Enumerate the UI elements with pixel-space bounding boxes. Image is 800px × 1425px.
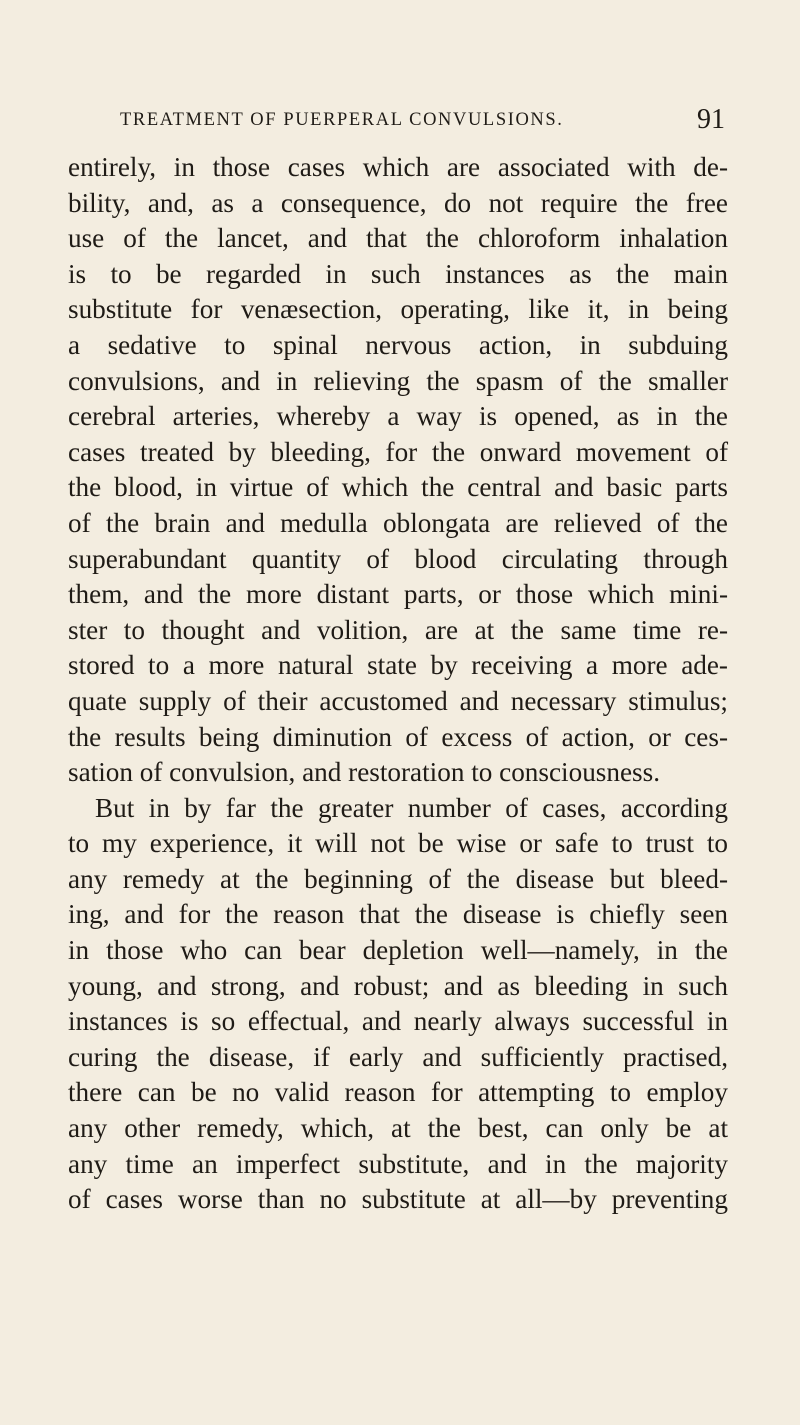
- text-line: use of the lancet, and that the chloroform inhalation: [68, 223, 728, 254]
- text-line: entirely, in those cases which are associated with de-: [68, 152, 728, 182]
- text-line: But in by far the greater number of cases, according: [95, 792, 728, 823]
- text-line: any other remedy, which, at the best, can only be at: [68, 1113, 728, 1144]
- text-line: them, and the more distant parts, or those which mini-: [68, 579, 728, 610]
- text-line: in those who can bear depletion well—namely, in the: [68, 935, 728, 966]
- text-line: convulsions, and in relieving the spasm of the smaller: [68, 365, 728, 396]
- text-line: bility, and, as a consequence, do not require the free: [68, 187, 728, 218]
- running-title: TREATMENT OF PUERPERAL CONVULSIONS.: [120, 110, 564, 130]
- text-line: cerebral arteries, whereby a way is opened, as in the: [68, 401, 728, 432]
- text-line: the results being diminution of excess of action, or ces-: [68, 721, 728, 752]
- text-line: superabundant quantity of blood circulating through: [68, 543, 728, 574]
- text-line: quate supply of their accustomed and necessary stimulus;: [68, 685, 728, 716]
- text-line: to my experience, it will not be wise or safe to trust to: [68, 828, 728, 859]
- text-line: any remedy at the beginning of the disease but bleed-: [68, 863, 728, 894]
- page-number: 91: [697, 104, 725, 135]
- text-line: there can be no valid reason for attempting to employ: [68, 1077, 728, 1108]
- text-line: ing, and for the reason that the disease is chiefly seen: [68, 899, 728, 930]
- text-line: curing the disease, if early and sufficiently practised,: [68, 1041, 728, 1072]
- body-text: [68, 150, 728, 1218]
- text-line: of the brain and medulla oblongata are relieved of the: [68, 507, 728, 538]
- running-head: [120, 104, 725, 134]
- text-line: young, and strong, and robust; and as bleeding in such: [68, 970, 728, 1001]
- text-line: any time an imperfect substitute, and in the majority: [68, 1148, 728, 1179]
- text-line: ster to thought and volition, are at the same time re-: [68, 614, 728, 645]
- text-line: a sedative to spinal nervous action, in subduing: [68, 329, 728, 360]
- text-line: sation of convulsion, and restoration to consciousness.: [68, 757, 660, 788]
- text-line: is to be regarded in such instances as the main: [68, 258, 728, 289]
- text-line: cases treated by bleeding, for the onward movement of: [68, 436, 728, 467]
- text-line: of cases worse than no substitute at all—by preventing: [68, 1184, 728, 1215]
- text-line: stored to a more natural state by receiving a more ade-: [68, 650, 728, 681]
- text-line: the blood, in virtue of which the central and basic parts: [68, 472, 728, 503]
- text-line: substitute for venæsection, operating, like it, in being: [68, 294, 728, 325]
- text-line: instances is so effectual, and nearly always successful in: [68, 1006, 728, 1037]
